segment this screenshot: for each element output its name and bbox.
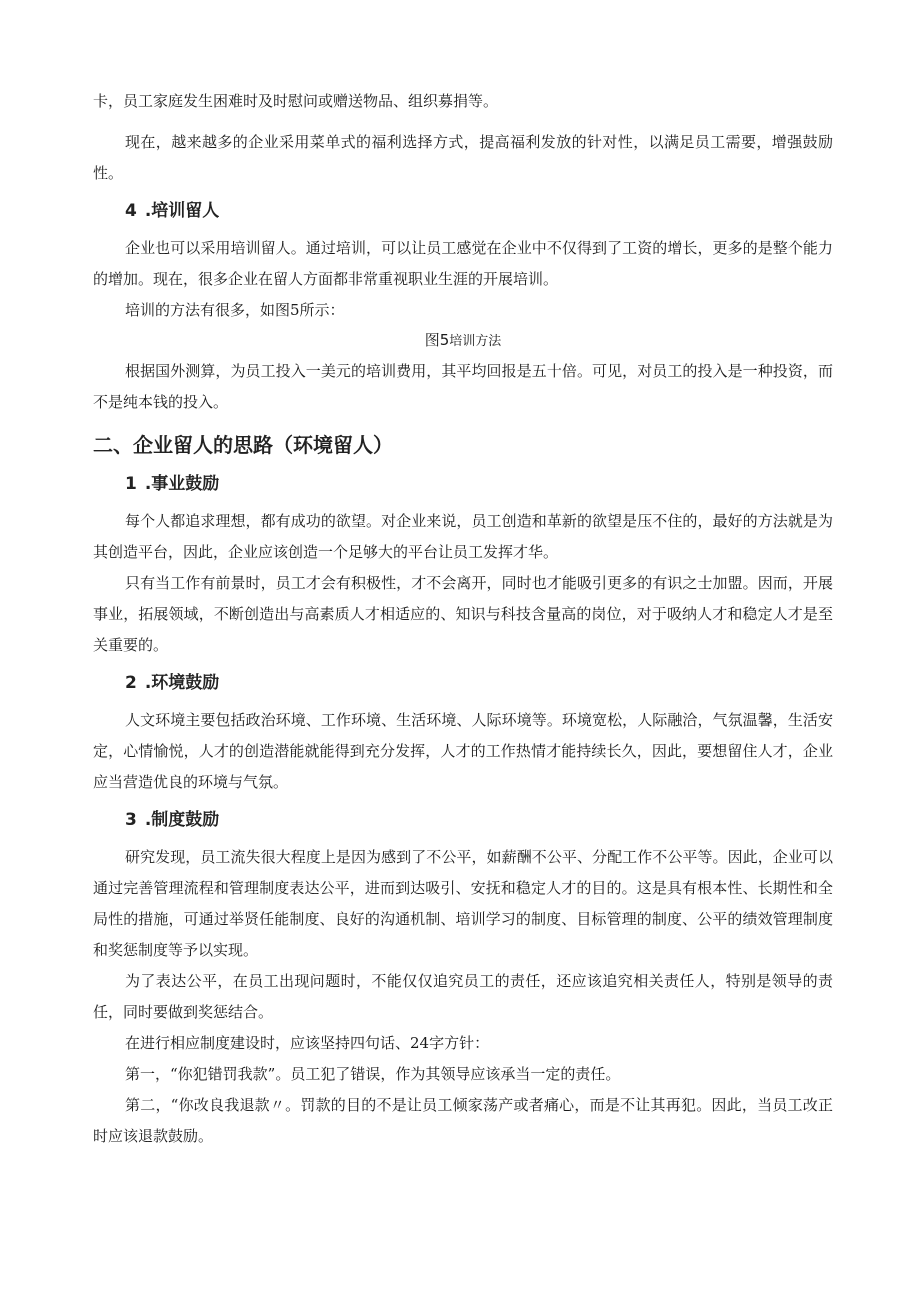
figure-caption bbox=[93, 326, 833, 356]
paragraph-career-prospects: 只有当工作有前景时，员工才会有积极性，才不会离开，同时也才能吸引更多的有识之士加盟。因而，开展事业，拓展领域，不断创造出与高素质人才相适应的、知识与科技含量高的岗位，对于吸纳人才和稳定人才是至关重要的。 bbox=[93, 574, 833, 654]
heading-number: 2 bbox=[125, 673, 137, 693]
document-page bbox=[93, 86, 833, 1152]
figure-number: 图5 bbox=[424, 331, 450, 349]
paragraph-career-platform: 每个人都追求理想，都有成功的欲望。对企业来说，员工创造和革新的欲望是压不住的，最好的方法就是为其创造平台，因此，企业应该创造一个足够大的平台让员工发挥才华。 bbox=[93, 512, 833, 561]
heading-text: .培训留人 bbox=[144, 201, 220, 221]
paragraph-welfare-tail: 卡，员工家庭发生困难时及时慰问或赠送物品、组织募捐等。 bbox=[93, 92, 499, 110]
paragraph-fairness-responsibility: 为了表达公平，在员工出现问题时，不能仅仅追究员工的责任，还应该追究相关责任人，特别是领导的责任，同时要做到奖惩结合。 bbox=[93, 972, 833, 1021]
heading-number: 1 bbox=[125, 474, 137, 494]
figure-title: 培训方法 bbox=[449, 334, 502, 349]
heading-number: 3 bbox=[125, 810, 137, 830]
heading-career-incentive bbox=[93, 468, 833, 500]
paragraph-training-intro: 企业也可以采用培训留人。通过培训，可以让员工感觉在企业中不仅得到了工资的增长，更多的是整个能力的增加。现在，很多企业在留人方面都非常重视职业生涯的开展培训。 bbox=[93, 239, 833, 288]
paragraph-rule-one: 第一，“你犯错罚我款”。员工犯了错误，作为其领导应该承当一定的责任。 bbox=[125, 1065, 621, 1083]
heading-number: 4 bbox=[125, 201, 137, 221]
heading-text: .制度鼓励 bbox=[144, 810, 220, 830]
heading-text: .事业鼓励 bbox=[144, 474, 220, 494]
paragraph-rule-two: 第二，“你改良我退款〃。罚款的目的不是让员工倾家荡产或者痛心，而是不让其再犯。因此，当员工改正时应该退款鼓励。 bbox=[93, 1096, 833, 1145]
heading-environment-incentive bbox=[93, 667, 833, 699]
section-heading-environment: 二、企业留人的思路（环境留人） bbox=[93, 433, 393, 457]
heading-text: .环境鼓励 bbox=[144, 673, 220, 693]
paragraph-training-roi: 根据国外测算，为员工投入一美元的培训费用，其平均回报是五十倍。可见，对员工的投入是一种投资，而不是纯本钱的投入。 bbox=[93, 362, 833, 411]
heading-training-retention bbox=[93, 195, 833, 227]
paragraph-menu-welfare: 现在，越来越多的企业采用菜单式的福利选择方式，提高福利发放的针对性，以满足员工需要，增强鼓励性。 bbox=[93, 133, 833, 182]
paragraph-fairness-research: 研究发现，员工流失很大程度上是因为感到了不公平，如薪酬不公平、分配工作不公平等。因此，企业可以通过完善管理流程和管理制度表达公平，进而到达吸引、安抚和稳定人才的目的。这是具有根本性、长期性和全局性的措施，可通过举贤任能制度、良好的沟通机制、培训学习的制度、目标管理的制度、公平的绩效管理制度和奖惩制度等予以实现。 bbox=[93, 848, 833, 959]
paragraph-policy-guidelines: 在进行相应制度建设时，应该坚持四句话、24字方针： bbox=[125, 1034, 490, 1052]
paragraph-humanistic-environment: 人文环境主要包括政治环境、工作环境、生活环境、人际环境等。环境宽松，人际融洽，气氛温馨，生活安定，心情愉悦，人才的创造潜能就能得到充分发挥，人才的工作热情才能持续长久，因此，要想留住人才，企业应当营造优良的环境与气氛。 bbox=[93, 711, 833, 791]
heading-system-incentive bbox=[93, 804, 833, 836]
paragraph-training-methods: 培训的方法有很多，如图5所示： bbox=[125, 301, 345, 319]
